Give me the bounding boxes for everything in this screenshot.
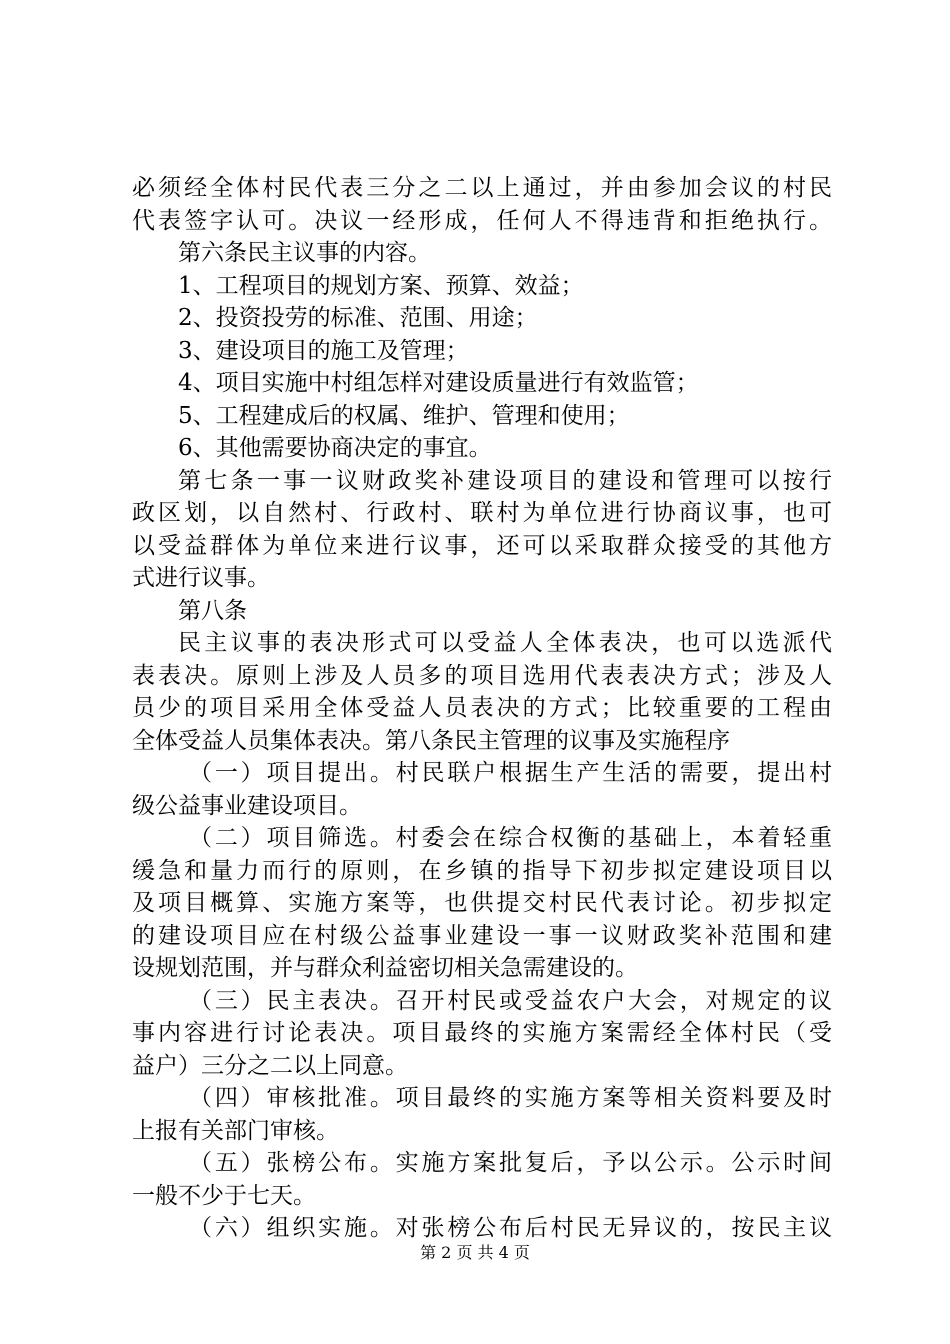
text-line: 1、工程项目的规划方案、预算、效益； [178, 272, 584, 299]
text-line: 第八条 [178, 597, 247, 624]
text-line: 政区划，以自然村、行政村、联村为单位进行协商议事，也可 [132, 500, 832, 526]
text-line: 4、项目实施中村组怎样对建设质量进行有效监管； [178, 370, 699, 396]
document-body [132, 172, 832, 1245]
text-line: 益户）三分之二以上同意。 [132, 1052, 408, 1079]
text-line: （六）组织实施。对张榜公布后村民无异议的，按民主议 [189, 1215, 832, 1241]
text-line: 3、建设项目的施工及管理； [178, 337, 469, 364]
text-line: 的建设项目应在村级公益事业建设一事一议财政奖补范围和建 [132, 922, 832, 949]
text-line: 及项目概算、实施方案等，也供提交村民代表讨论。初步拟定 [132, 890, 832, 916]
text-line: 6、其他需要协商决定的事宜。 [178, 435, 492, 461]
text-line: 全体受益人员集体表决。第八条民主管理的议事及实施程序 [132, 727, 730, 754]
text-line: 第六条民主议事的内容。 [178, 240, 431, 266]
text-line: 上报有关部门审核。 [132, 1117, 339, 1144]
text-line: 2、投资投劳的标准、范围、用途； [178, 305, 538, 331]
text-line: 代表签字认可。决议一经形成，任何人不得违背和拒绝执行。 [132, 207, 832, 234]
text-line: 第七条一事一议财政奖补建设项目的建设和管理可以按行 [178, 467, 832, 494]
text-line: 事内容进行讨论表决。项目最终的实施方案需经全体村民（受 [132, 1020, 832, 1046]
text-line: （三）民主表决。召开村民或受益农户大会，对规定的议 [189, 987, 832, 1014]
text-line: 表表决。原则上涉及人员多的项目选用代表表决方式；涉及人 [132, 662, 832, 689]
text-line: （四）审核批准。项目最终的实施方案等相关资料要及时 [189, 1085, 832, 1111]
text-line: 级公益事业建设项目。 [132, 792, 362, 819]
text-line: （五）张榜公布。实施方案批复后，予以公示。公示时间 [189, 1150, 832, 1176]
text-line: 式进行议事。 [132, 565, 270, 591]
text-line: 缓急和量力而行的原则，在乡镇的指导下初步拟定建设项目以 [132, 857, 832, 884]
text-line: 以受益群体为单位来进行议事，还可以采取群众接受的其他方 [132, 532, 832, 559]
text-line: 一般不少于七天。 [132, 1182, 316, 1209]
text-line: 设规划范围，并与群众利益密切相关急需建设的。 [132, 955, 638, 981]
text-line: 必须经全体村民代表三分之二以上通过，并由参加会议的村民 [132, 175, 832, 201]
text-line: （二）项目筛选。村委会在综合权衡的基础上，本着轻重 [189, 825, 832, 851]
text-line: 民主议事的表决形式可以受益人全体表决，也可以选派代 [178, 630, 832, 656]
text-line: （一）项目提出。村民联户根据生产生活的需要，提出村 [189, 760, 832, 786]
text-line: 员少的项目采用全体受益人员表决的方式；比较重要的工程由 [132, 695, 832, 721]
page-footer: 第 2 页 共 4 页 [420, 1243, 530, 1262]
text-line: 5、工程建成后的权属、维护、管理和使用； [178, 402, 630, 429]
